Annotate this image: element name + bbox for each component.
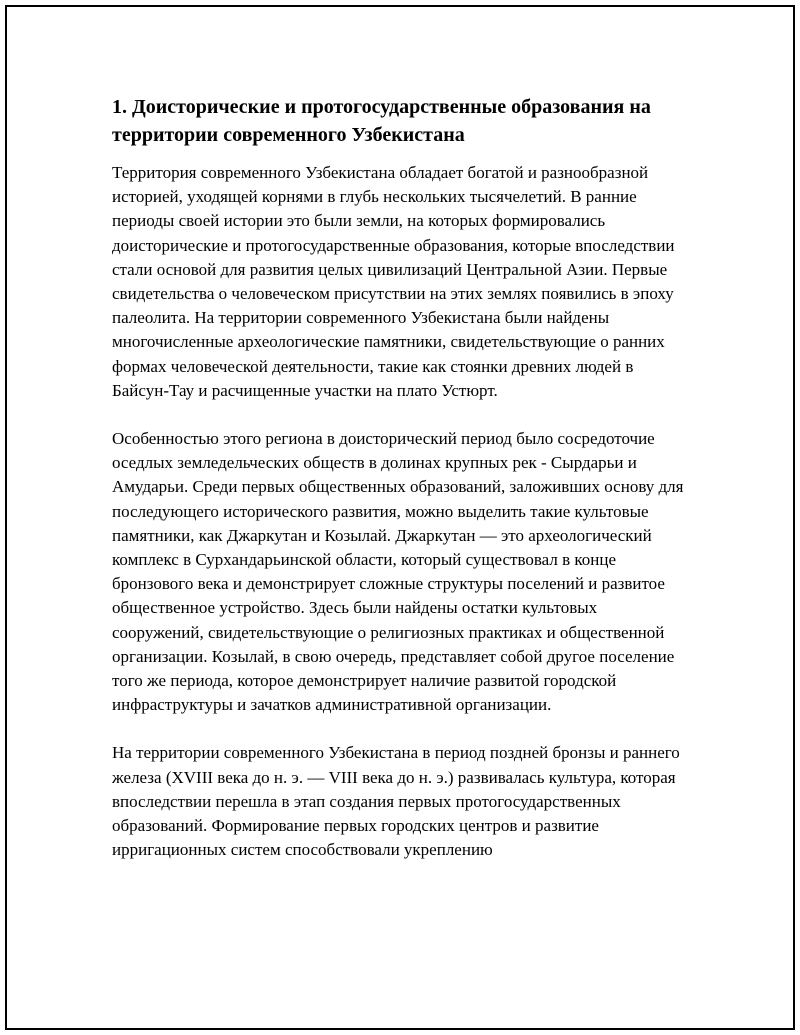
document-body (112, 93, 692, 886)
paragraph-3: На территории современного Узбекистана в период поздней бронзы и раннего железа (XVIII века до н. э. — VIII века до н. э.) развивалась культура, которая впоследствии перешла в этап создания первых протогосударственных образований. Формирование первых городских центров и развитие ирригационных систем способствовали укреплению (112, 743, 680, 860)
paragraph-2: Особенностью этого региона в доисторический период было сосредоточие оседлых земледельческих обществ в долинах крупных рек - Сырдарьи и Амударьи. Среди первых общественных образований, заложивших основу для последующего исторического развития, можно выделить такие культовые памятники, как Джаркутан и Козылай. Джаркутан — это археологический комплекс в Сурхандарьинской области, который существовал в конце бронзового века и демонстрирует сложные структуры поселений и развитое общественное устройство. Здесь были найдены остатки культовых сооружений, свидетельствующие о религиозных практиках и общественной организации. Козылай, в свою очередь, представляет собой другое поселение того же периода, которое демонстрирует наличие развитой городской инфраструктуры и зачатков административной организации. (112, 429, 684, 715)
paragraph-1: Территория современного Узбекистана обладает богатой и разнообразной историей, уходящей корнями в глубь нескольких тысячелетий. В ранние периоды своей истории это были земли, на которых формировались доисторические и протогосударственные образования, которые впоследствии стали основой для развития целых цивилизаций Центральной Азии. Первые свидетельства о человеческом присутствии на этих землях появились в эпоху палеолита. На территории современного Узбекистана были найдены многочисленные археологические памятники, свидетельствующие о ранних формах человеческой деятельности, такие как стоянки древних людей в Байсун-Тау и расчищенные участки на плато Устюрт. (112, 163, 675, 400)
section-heading: 1. Доисторические и протогосударственные образования на территории современного Узбекистана (112, 96, 651, 146)
